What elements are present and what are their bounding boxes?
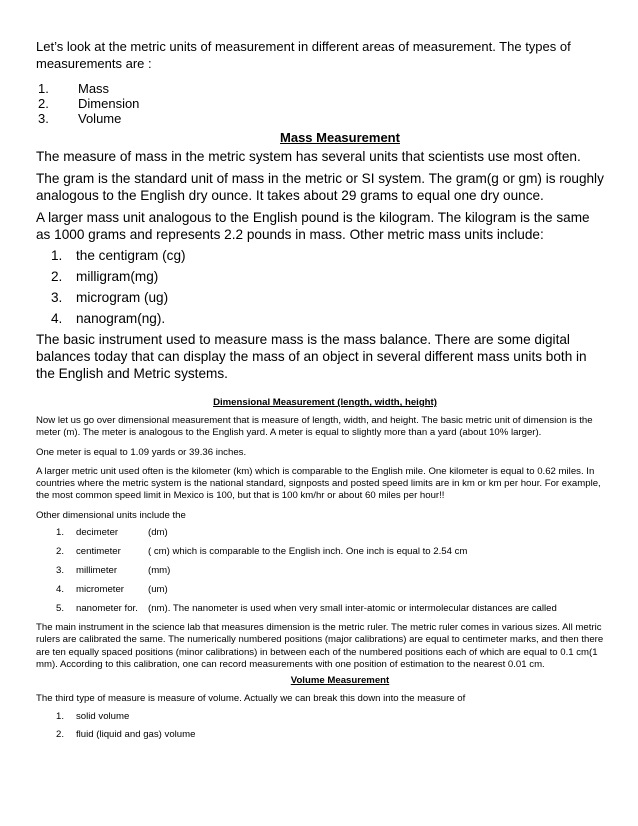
dimension-paragraph-4: Other dimensional units include the (36, 509, 186, 521)
dimension-paragraph-1: Now let us go over dimensional measurement that is measure of length, width, and height. The basic metric unit of dimension is the meter (m). The meter is analogous to the English yard. A meter is equal to slightly more than a yard (about 10% larger). (36, 415, 593, 439)
dimension-paragraph-3: A larger metric unit used often is the kilometer (km) which is comparable to the English mile. One kilometer is equal to 0.62 miles. In countries where the metric system is the national standard, signposts and posted speed limits are in km or km per hour. For example, the most common speed limit in Mexico is 100, but that is 100 km/hr or about 60 miles per hour!! (36, 465, 601, 502)
list-item: 3. Volume (38, 111, 122, 126)
list-item: 4. nanogram(ng). (51, 311, 166, 326)
list-item: 3. microgram (ug) (51, 290, 169, 305)
mass-paragraph-2: The gram is the standard unit of mass in the metric or SI system. The gram(g or gm) is roughly analogous to the English dry ounce. It takes about 29 grams to equal one dry ounce. (36, 171, 604, 203)
list-item: 3. millimeter (mm) (56, 565, 171, 577)
dimension-heading: Dimensional Measurement (length, width, height) (213, 397, 437, 408)
dimension-paragraph-2: One meter is equal to 1.09 yards or 39.36 inches. (36, 446, 247, 458)
list-item: 2. milligram(mg) (51, 269, 159, 284)
measurement-types-list (36, 81, 604, 126)
list-item: 2. fluid (liquid and gas) volume (56, 728, 196, 740)
intro-paragraph: Let’s look at the metric units of measurement in different areas of measurement. The types of measurements are : (36, 39, 571, 71)
list-item: 1. solid volume (56, 710, 130, 722)
dimension-paragraph-5: The main instrument in the science lab that measures dimension is the metric ruler. The metric ruler comes in various sizes. All metric rulers are calibrated the same. The numerically numbered positions (major calibrations) are equal to centimeter marks, and then there are ten equally spaced positions (minor calibrations) in between each of the numbered positions each of which are equal to 0.1 cm(1 mm). According to this calibration, one can record measurements with one position of estimation to the nearest 0.01 cm. (36, 622, 604, 670)
document-page (36, 38, 604, 747)
dimension-units-list (36, 527, 604, 615)
list-item: 1. Mass (38, 81, 110, 96)
list-item: 1. decimeter (dm) (56, 527, 168, 539)
volume-heading: Volume Measurement (290, 675, 390, 687)
mass-paragraph-4: The basic instrument used to measure mass is the mass balance. There are some digital balances today that can display the mass of an object in several different mass units both in the English and Metric systems. (36, 332, 587, 381)
volume-paragraph-1: The third type of measure is measure of volume. Actually we can break this down into the measure of (36, 693, 466, 705)
list-item: 1. the centigram (cg) (51, 248, 186, 263)
mass-paragraph-1: The measure of mass in the metric system has several units that scientists use most often. (36, 149, 581, 164)
mass-heading: Mass Measurement (280, 130, 400, 145)
list-item: 4. micrometer (um) (56, 584, 168, 596)
mass-units-list (36, 247, 604, 327)
list-item: 2. centimeter ( cm) which is comparable to the English inch. One inch is equal to 2.54 cm (56, 546, 468, 558)
mass-paragraph-3: A larger mass unit analogous to the English pound is the kilogram. The kilogram is the same as 1000 grams and represents 2.2 pounds in mass. Other metric mass units include: (36, 210, 590, 242)
volume-types-list (36, 711, 604, 741)
list-item: 2. Dimension (38, 96, 140, 111)
list-item: 5. nanometer for. (nm). The nanometer is used when very small inter-atomic or intermolecular distances are called (56, 603, 557, 615)
